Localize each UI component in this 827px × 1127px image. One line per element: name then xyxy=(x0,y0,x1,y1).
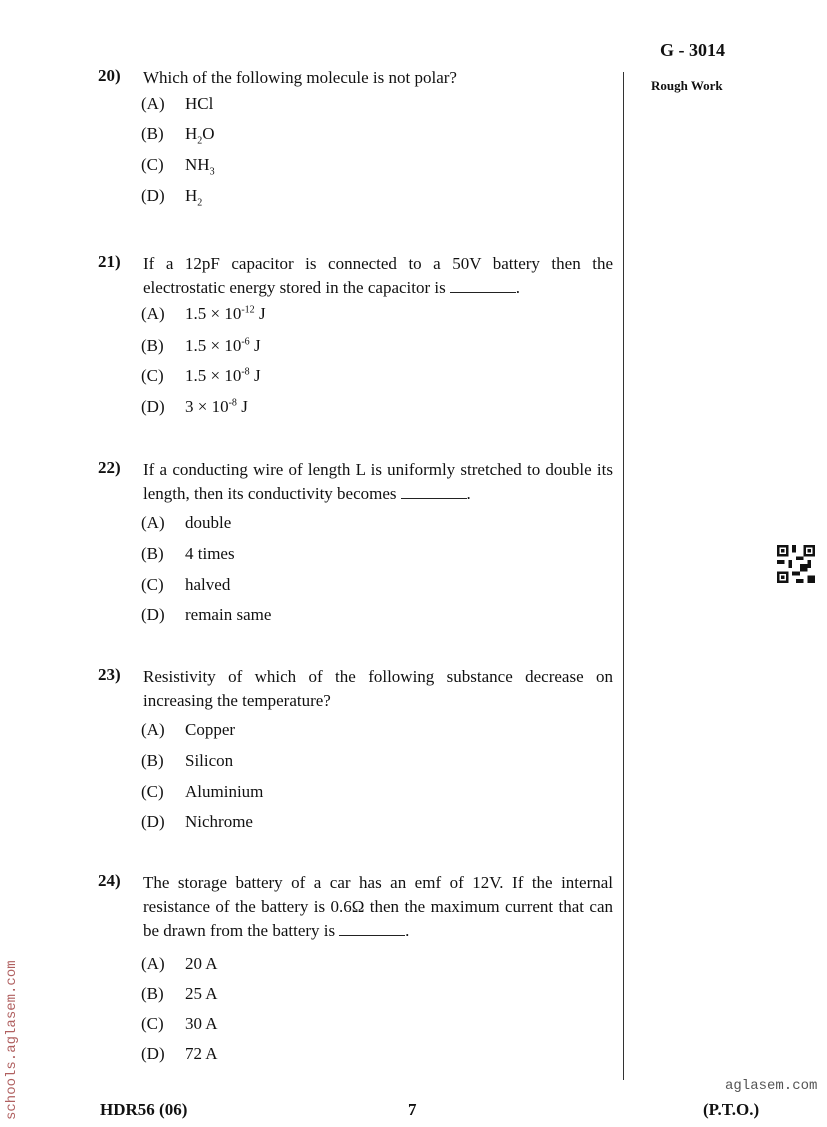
option-text: double xyxy=(185,513,232,532)
answer-option xyxy=(141,751,233,771)
question-text xyxy=(143,665,613,713)
option-label: (A) xyxy=(141,513,165,532)
answer-option xyxy=(141,544,235,564)
superscript: -6 xyxy=(241,336,250,348)
option-text: halved xyxy=(185,575,231,594)
answer-option xyxy=(141,397,248,417)
answer-option xyxy=(141,186,202,208)
subscript: 2 xyxy=(197,135,203,147)
question-number: 20) xyxy=(98,66,121,85)
question-text-content: Resistivity of which of the following substance decrease on increasing the temperature? xyxy=(143,667,613,710)
option-label: (D) xyxy=(141,812,165,831)
option-label: (B) xyxy=(141,544,164,563)
answer-option xyxy=(141,513,231,533)
side-watermark: schools.aglasem.com xyxy=(4,960,20,1120)
option-label: (D) xyxy=(141,397,165,416)
answer-option xyxy=(141,366,261,386)
option-label: (B) xyxy=(141,336,164,355)
question-number: 23) xyxy=(98,665,121,684)
footer-code: HDR56 (06) xyxy=(100,1100,188,1119)
answer-option xyxy=(141,1014,218,1034)
answer-blank xyxy=(450,292,516,293)
option-suffix: J xyxy=(249,366,261,385)
option-text: 4 times xyxy=(185,544,235,563)
option-label: (D) xyxy=(141,1044,165,1063)
answer-option xyxy=(141,605,271,625)
answer-option xyxy=(141,1044,218,1064)
option-suffix: J xyxy=(236,397,248,416)
option-text: 30 A xyxy=(185,1014,218,1033)
question-text-content: Which of the following molecule is not polar? xyxy=(143,68,457,87)
option-text: 20 A xyxy=(185,954,218,973)
option-label: (C) xyxy=(141,782,164,801)
margin-divider xyxy=(623,72,624,1080)
option-suffix: O xyxy=(202,124,215,143)
option-label: (C) xyxy=(141,1014,164,1033)
answer-blank xyxy=(401,498,467,499)
answer-option xyxy=(141,720,235,740)
option-label: (D) xyxy=(141,605,165,624)
option-label: (C) xyxy=(141,155,164,174)
option-text: NH xyxy=(185,155,210,174)
subscript: 2 xyxy=(197,197,203,209)
pto-label: (P.T.O.) xyxy=(703,1100,760,1119)
option-label: (A) xyxy=(141,954,165,973)
option-text: 1.5 × 10 xyxy=(185,304,242,323)
bottom-watermark: aglasem.com xyxy=(725,1078,818,1094)
option-label: (C) xyxy=(141,575,164,594)
superscript: -8 xyxy=(241,366,250,378)
question-text xyxy=(143,66,613,90)
option-label: (B) xyxy=(141,751,164,770)
question-number: 24) xyxy=(98,871,121,890)
answer-blank xyxy=(339,935,405,936)
answer-option xyxy=(141,782,263,802)
option-text: 1.5 × 10 xyxy=(185,366,242,385)
question-text: The storage battery of a car has an emf of 12V. If the internal resistance of the battery is 0.6Ω then the maximum current that can be drawn from the battery is . xyxy=(143,873,613,940)
question-number: 22) xyxy=(98,458,121,477)
answer-option xyxy=(141,336,261,356)
option-text: H xyxy=(185,186,198,205)
option-text: HCl xyxy=(185,94,214,113)
answer-option xyxy=(141,94,213,114)
option-label: (B) xyxy=(141,984,164,1003)
option-text: 25 A xyxy=(185,984,218,1003)
answer-option xyxy=(141,812,253,832)
option-text: Nichrome xyxy=(185,812,253,831)
option-suffix: J xyxy=(254,304,266,323)
option-text: 72 A xyxy=(185,1044,218,1063)
option-suffix: J xyxy=(249,336,261,355)
page-number: 7 xyxy=(408,1100,417,1119)
option-label: (B) xyxy=(141,124,164,143)
qr-code-icon xyxy=(777,545,815,583)
option-text: Copper xyxy=(185,720,236,739)
question-text: If a 12pF capacitor is connected to a 50V battery then the electrostatic energy stored in the capacitor is . xyxy=(143,254,613,297)
option-text: 3 × 10 xyxy=(185,397,229,416)
option-label: (A) xyxy=(141,94,165,113)
question-text-content: If a 12pF capacitor is connected to a 50V battery then the electrostatic energy stored in the capacitor is xyxy=(143,254,613,297)
option-text: Aluminium xyxy=(185,782,264,801)
question-text-content: If a conducting wire of length L is uniformly stretched to double its length, then its conductivity becomes xyxy=(143,460,613,503)
option-text: remain same xyxy=(185,605,272,624)
rough-work-label: Rough Work xyxy=(651,78,723,93)
question-text-content: The storage battery of a car has an emf of 12V. If the internal resistance of the battery is 0.6Ω then the maximum current that can be drawn from the battery is xyxy=(143,873,613,940)
answer-option xyxy=(141,954,218,974)
option-label: (A) xyxy=(141,304,165,323)
question-text: If a conducting wire of length L is uniformly stretched to double its length, then its conductivity becomes . xyxy=(143,460,613,503)
option-label: (C) xyxy=(141,366,164,385)
subscript: 3 xyxy=(209,166,215,178)
answer-option xyxy=(141,984,218,1004)
superscript: -8 xyxy=(228,397,237,409)
answer-option xyxy=(141,304,266,324)
answer-option xyxy=(141,575,230,595)
option-label: (A) xyxy=(141,720,165,739)
option-text: Silicon xyxy=(185,751,234,770)
answer-option xyxy=(141,155,215,177)
question-number: 21) xyxy=(98,252,121,271)
answer-option xyxy=(141,124,215,146)
option-text: H xyxy=(185,124,198,143)
option-label: (D) xyxy=(141,186,165,205)
paper-code: G - 3014 xyxy=(660,40,725,60)
option-text: 1.5 × 10 xyxy=(185,336,242,355)
superscript: -12 xyxy=(241,304,255,316)
